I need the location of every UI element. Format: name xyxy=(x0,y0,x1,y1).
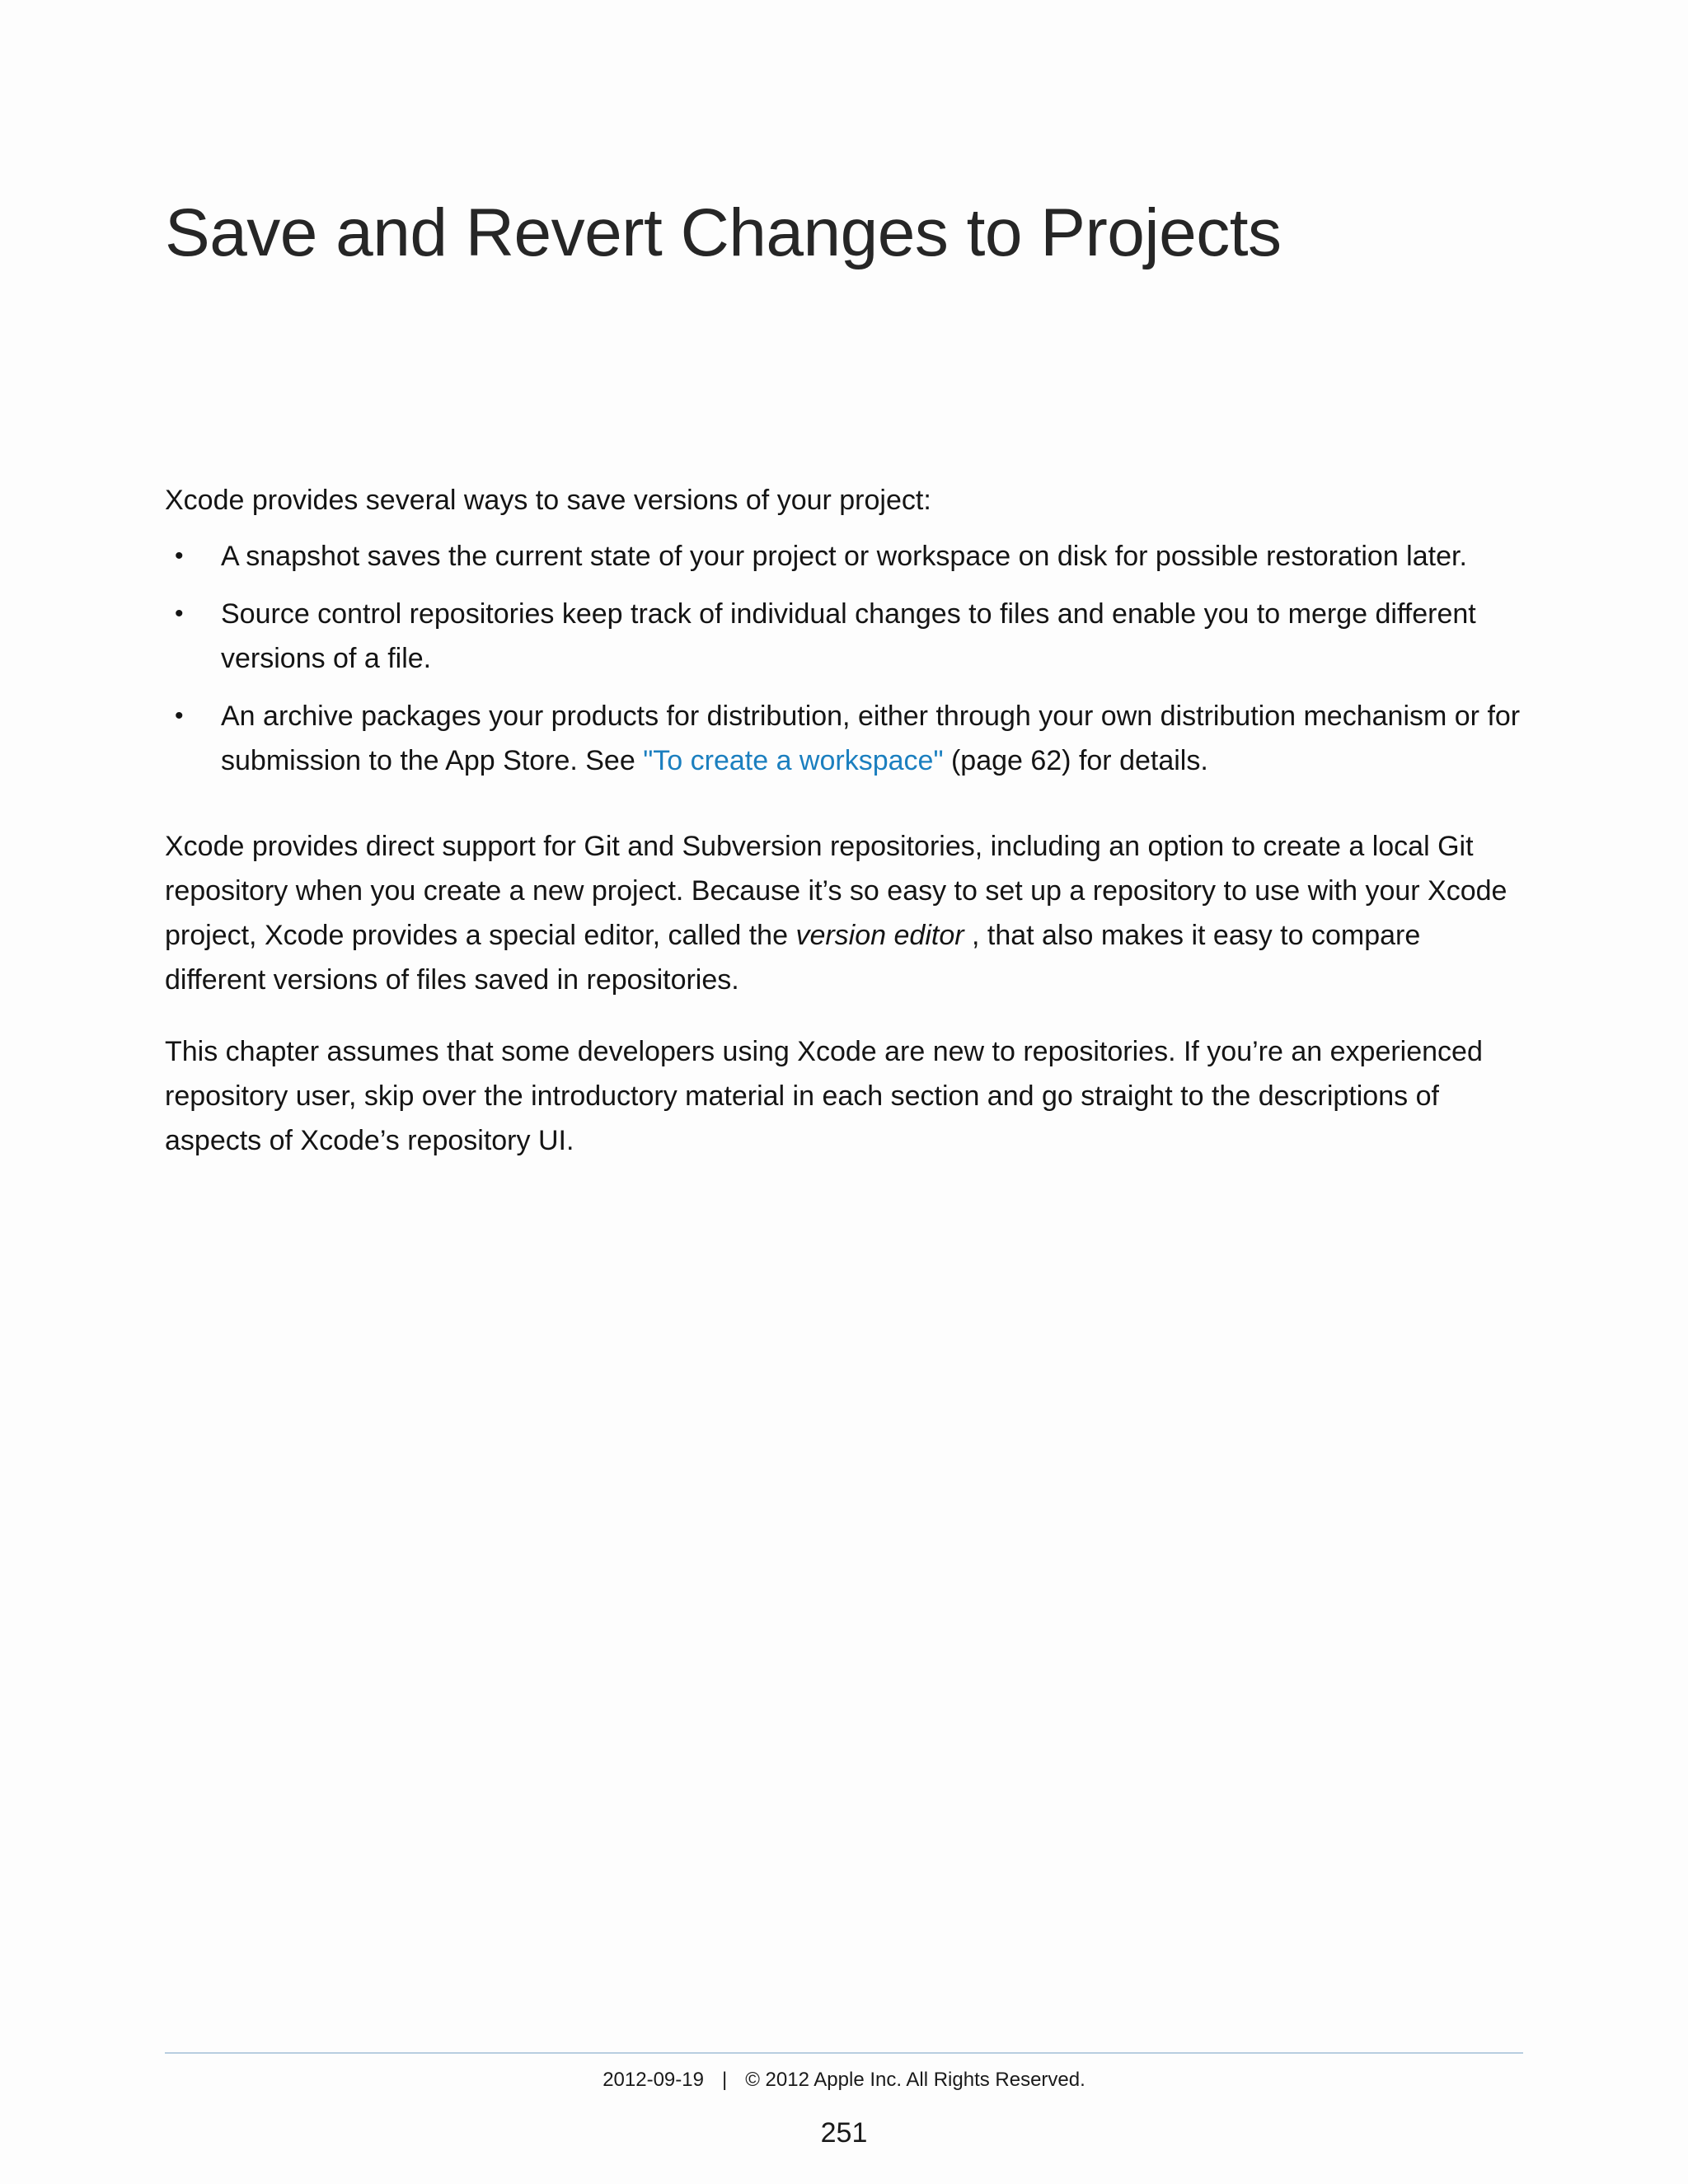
page-footer xyxy=(165,2065,1523,2095)
page-number: 251 xyxy=(820,2117,868,2149)
footer-separator: | xyxy=(721,2069,728,2091)
create-workspace-link[interactable]: "To create a workspace" xyxy=(643,745,944,776)
footer-divider xyxy=(165,2052,1523,2054)
list-item-text: A snapshot saves the current state of your project or workspace on disk for possible restoration later. xyxy=(221,541,1467,572)
repository-support-paragraph xyxy=(165,824,1525,1002)
bullet-icon: • xyxy=(175,542,184,569)
chapter-body xyxy=(165,478,1525,1163)
chapter-title: Save and Revert Changes to Projects xyxy=(165,195,1282,270)
save-methods-list xyxy=(165,534,1525,783)
chapter-assumptions-paragraph: This chapter assumes that some developers using Xcode are new to repositories. If you’re an experienced repository user, skip over the introductory material in each section and go straight to the descriptions of aspects of Xcode’s repository UI. xyxy=(165,1036,1483,1156)
footer-copyright: © 2012 Apple Inc. All Rights Reserved. xyxy=(745,2069,1085,2091)
footer-date: 2012-09-19 xyxy=(603,2069,704,2091)
paragraph-text: Xcode provides direct support for Git and Subversion repositories, including an option to create a local Git repository when you create a new project. Because it’s so easy to set up a repository to use with your Xcode project, Xcode provides a special editor, called the xyxy=(165,831,1507,951)
version-editor-term: version editor xyxy=(795,920,964,951)
bullet-icon: • xyxy=(175,600,184,627)
paragraph-text-after-term: , that also makes it easy to compare different versions of files saved in repositories. xyxy=(165,920,1421,996)
list-item-text: An archive packages your products for distribution, either through your own distribution mechanism or for submission to the App Store. See xyxy=(221,701,1521,776)
list-item-text: Source control repositories keep track of individual changes to files and enable you to merge different versions of a file. xyxy=(221,598,1476,674)
list-item xyxy=(165,694,1525,783)
intro-paragraph: Xcode provides several ways to save versions of your project: xyxy=(165,485,931,516)
list-item xyxy=(165,592,1525,681)
list-item xyxy=(165,534,1525,579)
list-item-text-after-link: (page 62) for details. xyxy=(943,745,1208,776)
bullet-icon: • xyxy=(175,702,184,729)
